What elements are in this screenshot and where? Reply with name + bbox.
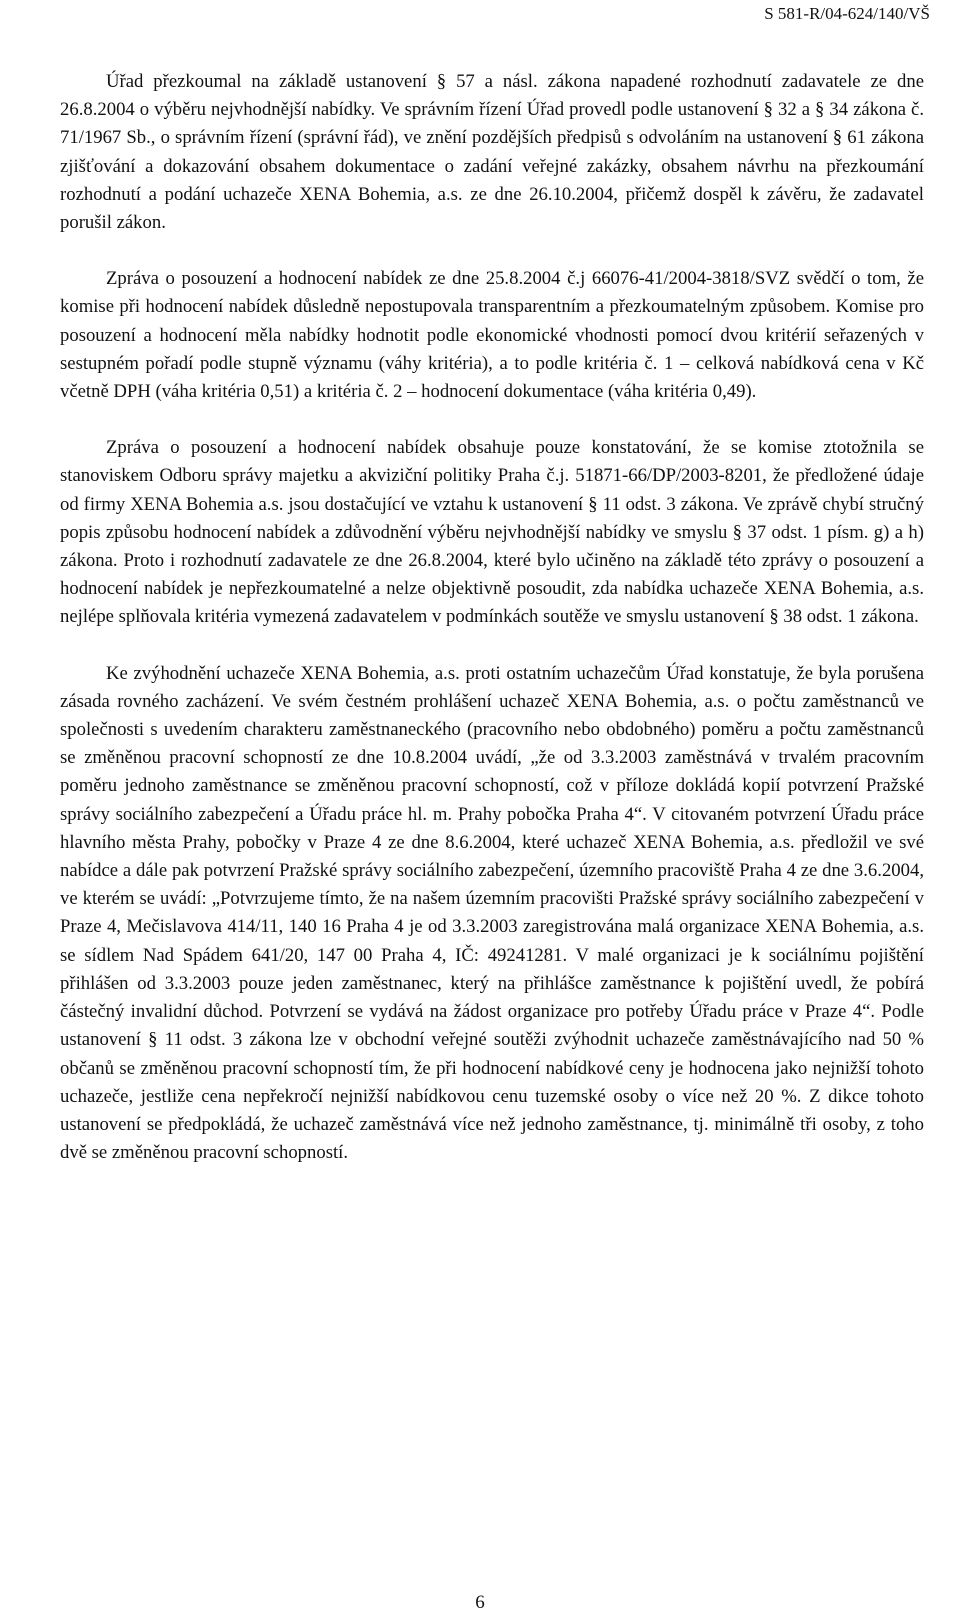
- page-number: 6: [475, 1592, 485, 1613]
- paragraph-evaluation-report: Zpráva o posouzení a hodnocení nabídek ze dne 25.8.2004 č.j 66076-41/2004-3818/SVZ svědčí o tom, že komise při hodnocení nabídek důsledně nepostupovala transparentním a přezkoumatelným způsobem. Komise pro posouzení a hodnocení měla nabídky hodnotit podle ekonomické vhodnosti pomocí dvou kritérií seřazených v sestupném pořadí podle stupně významu (váhy kritéria), a to podle kritéria č. 1 – celková nabídková cena v Kč včetně DPH (váha kritéria 0,51) a kritéria č. 2 – hodnocení dokumentace (váha kritéria 0,49).: [60, 268, 924, 403]
- paragraph-review-scope: Úřad přezkoumal na základě ustanovení § 57 a násl. zákona napadené rozhodnutí zadavatele ze dne 26.8.2004 o výběru nejvhodnější nabídky. Ve správním řízení Úřad provedl podle ustanovení § 32 a § 34 zákona č. 71/1967 Sb., o správním řízení (správní řád), ve znění pozdějších předpisů s odvoláním na ustanovení § 61 zákona zjišťování a dokazování obsahem dokumentace o zadání veřejné zakázky, obsahem návrhu na přezkoumání rozhodnutí a podání uchazeče XENA Bohemia, a.s. ze dne 26.10.2004, přičemž dospěl k závěru, že zadavatel porušil zákon.: [60, 71, 924, 234]
- paragraph-equal-treatment: Ke zvýhodnění uchazeče XENA Bohemia, a.s. proti ostatním uchazečům Úřad konstatuje, že byla porušena zásada rovného zacházení. Ve svém čestném prohlášení uchazeč XENA Bohemia, a.s. o počtu zaměstnanců ve společnosti s uvedením charakteru zaměstnaneckého (pracovního nebo obdobného) poměru a počtu zaměstnanců se změněnou pracovní schopností ze dne 10.8.2004 uvádí, „že od 3.3.2003 zaměstnává v trvalém pracovním poměru jednoho zaměstnance se změněnou pracovní schopností, což v příloze dokládá kopií potvrzení Pražské správy sociálního zabezpečení a Úřadu práce hl. m. Prahy pobočka Praha 4“. V citovaném potvrzení Úřadu práce hlavního města Prahy, pobočky v Praze 4 ze dne 8.6.2004, které uchazeč XENA Bohemia, a.s. předložil ve své nabídce a dále pak potvrzení Pražské správy sociálního zabezpečení, územního pracoviště Praha 4 ze dne 3.6.2004, ve kterém se uvádí: „Potvrzujeme tímto, že na našem územním pracovišti Pražské správy sociálního zabezpečení v Praze 4, Mečislavova 414/11, 140 16 Praha 4 je od 3.3.2003 zaregistrována malá organizace XENA Bohemia, a.s. se sídlem Nad Spádem 641/20, 147 00 Praha 4, IČ: 49241281. V malé organizaci je k sociálnímu pojištění přihlášen od 3.3.2003 pouze jeden zaměstnanec, který na přihlášce zaměstnance k pojištění uvedl, že pobírá částečný invalidní důchod. Potvrzení se vydává na žádost organizace pro potřeby Úřadu práce v Praze 4“. Podle ustanovení § 11 odst. 3 zákona lze v obchodní veřejné soutěži zvýhodnit uchazeče zaměstnávajícího nad 50 % občanů se změněnou pracovní schopností tím, že při hodnocení nabídkové ceny je hodnocena jako nejnižší tohoto uchazeče, jestliže cena nepřekročí nejnižší nabídkovou cenu tuzemské osoby o více než 20 %. Z dikce tohoto ustanovení se předpokládá, že uchazeč zaměstnává více než jednoho zaměstnance, tj. minimálně tři osoby, z toho dvě se změněnou pracovní schopností.: [60, 662, 924, 1164]
- document-body: [60, 68, 924, 1167]
- paragraph-report-deficiencies: Zpráva o posouzení a hodnocení nabídek obsahuje pouze konstatování, že se komise ztotožnila se stanoviskem Odboru správy majetku a akviziční politiky Praha č.j. 51871-66/DP/2003-8201, že předložené údaje od firmy XENA Bohemia a.s. jsou dostačující ve vztahu k ustanovení § 11 odst. 3 zákona. Ve zprávě chybí stručný popis způsobu hodnocení nabídek a zdůvodnění výběru nejvhodnější nabídky ve smyslu § 37 odst. 1 písm. g) a h) zákona. Proto i rozhodnutí zadavatele ze dne 26.8.2004, které bylo učiněno na základě této zprávy o posouzení a hodnocení nabídek je nepřezkoumatelné a nelze objektivně posoudit, zda nabídka uchazeče XENA Bohemia, a.s. nejlépe splňovala kritéria vymezená zadavatelem v podmínkách soutěže ve smyslu ustanovení § 38 odst. 1 zákona.: [60, 437, 924, 628]
- document-reference: S 581-R/04-624/140/VŠ: [764, 4, 930, 23]
